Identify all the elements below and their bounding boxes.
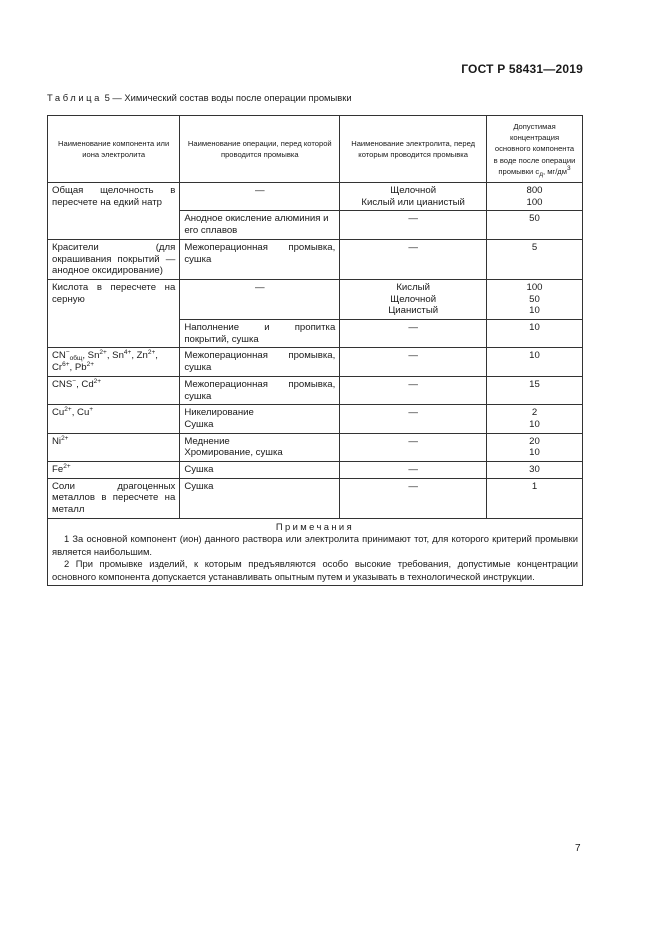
cell-component <box>48 405 180 433</box>
formula-part: Ni <box>52 435 62 447</box>
formula-charge: 6+ <box>62 361 70 369</box>
formula-part: , Sn <box>106 350 124 362</box>
cell-concentration: 800 100 <box>487 183 583 211</box>
formula-charge: 2+ <box>99 349 107 357</box>
cell-concentration: 100 50 10 <box>487 279 583 319</box>
header-unit-pow: 3 <box>566 165 571 173</box>
cell-operation: — <box>180 183 340 211</box>
cell-electrolyte: — <box>340 348 487 376</box>
header-unit-sub: д <box>539 171 543 179</box>
formula-charge: 2+ <box>86 361 95 369</box>
cell-operation: — <box>180 279 340 319</box>
table-row <box>48 376 583 404</box>
cell-electrolyte: — <box>340 478 487 518</box>
table-row <box>48 239 583 279</box>
table-row <box>48 348 583 376</box>
formula-charge: 2+ <box>147 349 156 357</box>
formula-part: , Zn <box>131 350 148 362</box>
table-row <box>48 279 583 319</box>
formula-subscript: общ <box>69 355 83 363</box>
cell-operation: Межоперационная промывка, сушка <box>180 348 340 376</box>
cell-operation: Сушка <box>180 462 340 479</box>
notes-cell <box>48 518 583 585</box>
table-row <box>48 478 583 518</box>
cell-electrolyte: Кислый Щелочной Цианистый <box>340 279 487 319</box>
formula-charge: 2+ <box>64 406 72 414</box>
formula-charge: + <box>89 406 94 414</box>
formula-part: , Cd <box>76 378 94 390</box>
header-unit: , мг/дм <box>542 167 567 177</box>
formula-charge: 4+ <box>123 349 132 357</box>
formula-charge: 2+ <box>93 377 102 385</box>
cell-operation: Межоперационная промывка, сушка <box>180 376 340 404</box>
formula-part: CNS <box>52 378 73 390</box>
header-concentration-text: Допустимая концентрация основного компонента в воде после операции промывки <box>493 121 576 177</box>
header-component: Наименование компонента или иона электролита <box>48 116 180 183</box>
cell-operation: Наполнение и пропитка покрытий, сушка <box>180 320 340 348</box>
table-caption <box>47 92 352 103</box>
cell-operation: Межоперационная промывка, сушка <box>180 239 340 279</box>
cell-electrolyte: — <box>340 462 487 479</box>
cell-operation: Сушка <box>180 478 340 518</box>
note-1: 1 За основной компонент (ион) данного раствора или электролита принимают тот, для которого критерий промывки является наибольшим. <box>52 533 578 557</box>
notes-title: Примечания <box>275 520 355 532</box>
cell-component <box>48 348 180 376</box>
cell-electrolyte: — <box>340 211 487 239</box>
header-operation: Наименование операции, перед которой проводится промывка <box>180 116 340 183</box>
cell-operation: Никелирование Сушка <box>180 405 340 433</box>
table-row <box>48 405 583 433</box>
table-header-row <box>48 116 583 183</box>
header-unit-c: с <box>535 167 540 177</box>
caption-dash: — <box>112 92 122 103</box>
formula-part: , Cr <box>52 350 158 374</box>
cell-concentration: 1 <box>487 478 583 518</box>
cell-operation: Меднение Хромирование, сушка <box>180 433 340 461</box>
cell-component <box>48 376 180 404</box>
formula-part: CN <box>52 350 66 362</box>
cell-operation: Анодное окисление алюминия и его сплавов <box>180 211 340 239</box>
table-row <box>48 183 583 211</box>
header-concentration <box>487 116 583 183</box>
formula-part: Cu <box>52 407 65 419</box>
cell-electrolyte: — <box>340 320 487 348</box>
cell-concentration: 20 10 <box>487 433 583 461</box>
cell-component: Соли драгоценных металлов в пересчете на металл <box>48 478 180 518</box>
formula-part: , Pb <box>69 362 87 374</box>
cell-concentration: 2 10 <box>487 405 583 433</box>
cell-concentration: 50 <box>487 211 583 239</box>
cell-electrolyte: Щелочной Кислый или цианистый <box>340 183 487 211</box>
cell-component <box>48 462 180 479</box>
page-number: 7 <box>575 843 581 854</box>
cell-concentration: 5 <box>487 239 583 279</box>
cell-component <box>48 433 180 461</box>
table-row <box>48 433 583 461</box>
cell-component: Общая щелочность в пересчете на едкий натр <box>48 183 180 240</box>
cell-electrolyte: — <box>340 239 487 279</box>
formula-charge: 2+ <box>61 434 69 442</box>
table-row <box>48 462 583 479</box>
cell-component: Красители (для окрашивания покрытий — анодное оксидирование) <box>48 239 180 279</box>
cell-electrolyte: — <box>340 376 487 404</box>
formula-charge: 2+ <box>63 463 71 471</box>
formula-part: , Cu <box>71 407 90 419</box>
cell-electrolyte: — <box>340 433 487 461</box>
water-composition-table <box>47 115 583 586</box>
caption-number: 5 <box>104 92 110 103</box>
note-2: 2 При промывке изделий, к которым предъявляются особо высокие требования, допустимые концентрации основного компонента допускается устанавливать опытным путем и указывать в технологической инструкции. <box>52 558 578 582</box>
cell-concentration: 30 <box>487 462 583 479</box>
formula-charge: − <box>72 377 77 385</box>
cell-component: Кислота в пересчете на серную <box>48 279 180 348</box>
cell-concentration: 10 <box>487 348 583 376</box>
cell-concentration: 15 <box>487 376 583 404</box>
formula-part: , Sn <box>82 350 100 362</box>
formula-part: Fe <box>52 464 64 476</box>
caption-title: Химический состав воды после операции промывки <box>124 92 352 103</box>
header-electrolyte: Наименование электролита, перед которым проводится промывка <box>340 116 487 183</box>
standard-code: ГОСТ Р 58431—2019 <box>461 62 583 76</box>
formula-charge: − <box>65 349 70 357</box>
cell-electrolyte: — <box>340 405 487 433</box>
cell-concentration: 10 <box>487 320 583 348</box>
caption-label: Таблица <box>47 92 102 103</box>
notes-row <box>48 518 583 585</box>
